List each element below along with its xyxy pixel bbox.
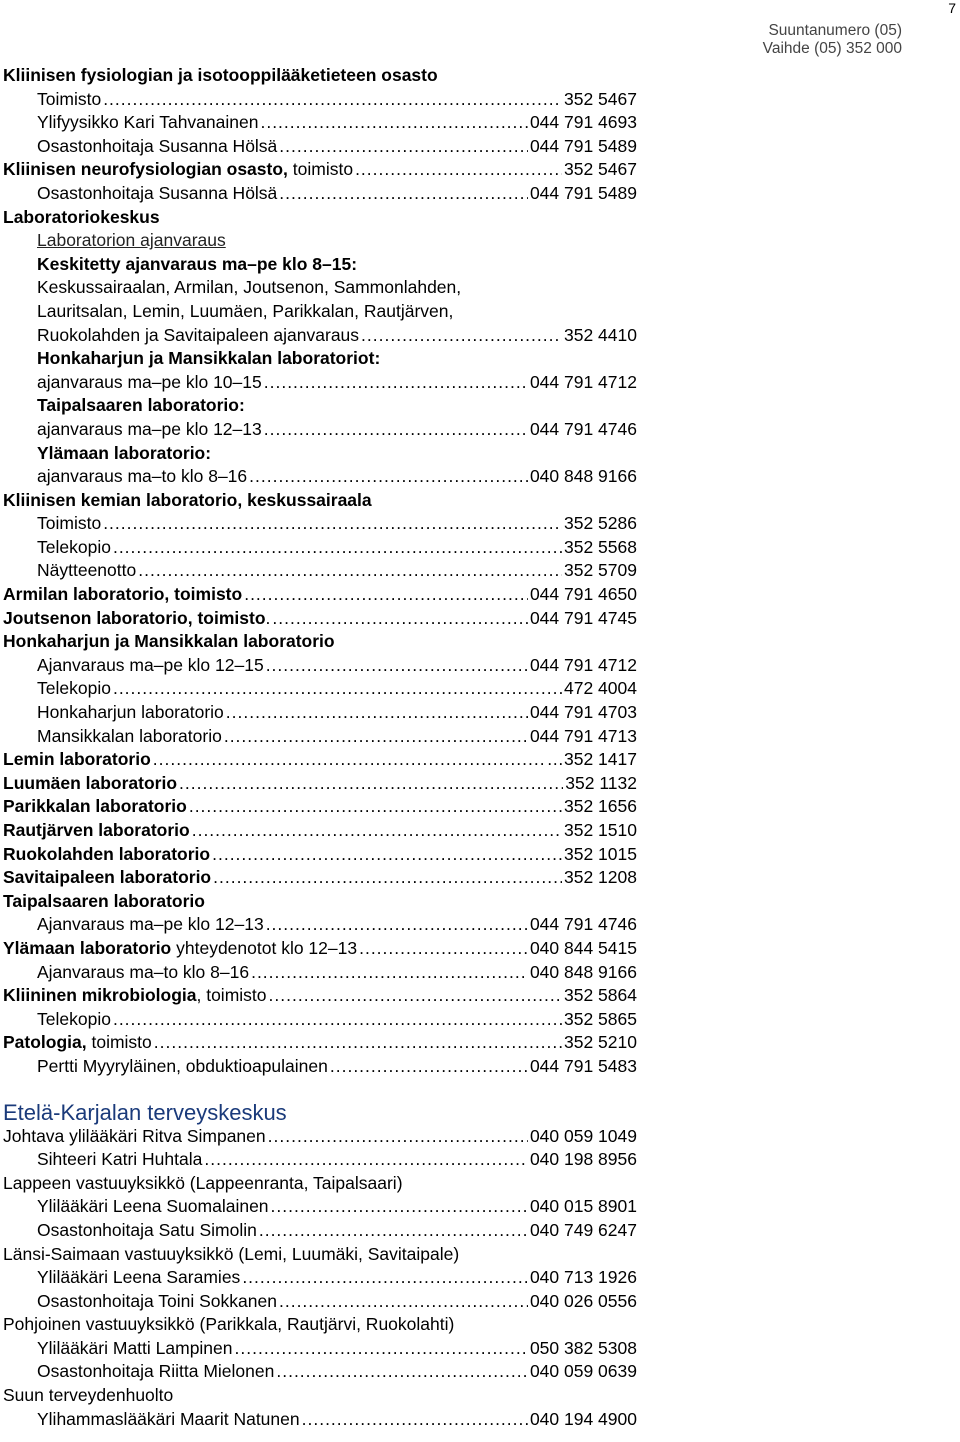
directory-entry [3, 111, 637, 135]
entry-label [37, 1219, 257, 1243]
dot-leader [154, 1031, 562, 1055]
sub-heading-text: Honkaharjun ja Mansikkalan laboratoriot: [37, 348, 381, 369]
sub-heading [3, 394, 637, 418]
entry-label [37, 536, 111, 560]
entry-label [37, 88, 101, 112]
entry-description: ajanvaraus ma–pe klo 10–15 [37, 371, 262, 392]
entry-label [37, 961, 249, 985]
entry-label [37, 1148, 202, 1172]
phone-number: 352 5467 [564, 159, 637, 180]
sub-heading-text: Ylämaan laboratorio: [37, 442, 212, 463]
entry-description: Ylilääkäri Leena Saramies [37, 1267, 241, 1288]
phone-number: 040 848 9166 [529, 961, 637, 982]
section-heading [3, 890, 637, 914]
dot-leader [268, 1125, 528, 1149]
directory-entry [3, 135, 637, 159]
directory-entry [3, 1360, 637, 1384]
entry-description: Sihteeri Katri Huhtala [37, 1149, 203, 1170]
phone-number: 044 791 5483 [529, 1055, 637, 1076]
entry-label [37, 559, 136, 583]
phone-number: 044 791 4703 [529, 702, 637, 723]
dot-leader [179, 772, 563, 796]
entry-description: Ajanvaraus ma–pe klo 12–15 [37, 654, 264, 675]
dot-leader [212, 843, 562, 867]
phone-number: 352 5864 [564, 985, 637, 1006]
directory-entry [3, 88, 637, 112]
entry-description: Osastonhoitaja Susanna Hölsä [37, 182, 278, 203]
dot-leader [264, 418, 528, 442]
directory-entry [3, 536, 637, 560]
phone-number: 044 791 4746 [529, 418, 637, 439]
directory-entry [3, 961, 637, 985]
entry-description: Osastonhoitaja Riitta Mielonen [37, 1361, 275, 1382]
section-heading [3, 64, 637, 88]
entry-label [3, 583, 242, 607]
heading-text: Laboratoriokeskus [3, 206, 160, 227]
directory-entry [3, 182, 637, 206]
entry-description: Osastonhoitaja Satu Simolin [37, 1219, 257, 1240]
dot-leader [279, 135, 528, 159]
dot-leader [330, 1055, 528, 1079]
phone-number: 044 791 5489 [529, 182, 637, 203]
entry-label [3, 843, 210, 867]
directory-entry [3, 465, 637, 489]
directory-entry [3, 1408, 637, 1432]
directory-entry [3, 1125, 637, 1149]
text-line-content: Pohjoinen vastuuyksikkö (Parikkala, Rautjärvi, Ruokolahti) [3, 1314, 455, 1335]
directory-entry [3, 866, 637, 890]
dot-leader [266, 913, 528, 937]
entry-description: Telekopio [37, 678, 111, 699]
phone-number: …352 1417 [546, 749, 637, 770]
directory-entry [3, 1008, 637, 1032]
entry-label [3, 772, 177, 796]
entry-description: Pertti Myyryläinen, obduktioapulainen [37, 1055, 328, 1076]
entry-description: ajanvaraus ma–to klo 8–16 [37, 466, 248, 487]
entry-description: Ajanvaraus ma–pe klo 12–13 [37, 914, 264, 935]
page-header [763, 22, 902, 58]
entry-label [3, 984, 267, 1008]
phone-number: 040 059 0639 [529, 1361, 637, 1382]
directory-entry [3, 1290, 637, 1314]
entry-description: Ylilääkäri Leena Suomalainen [37, 1196, 269, 1217]
section-heading [3, 630, 637, 654]
entry-unit-name: Rautjärven laboratorio [3, 820, 190, 840]
entry-label [3, 607, 270, 631]
dot-leader [242, 1266, 528, 1290]
dot-leader [272, 607, 528, 631]
entry-label [37, 654, 264, 678]
text-line [3, 300, 637, 324]
directory-entry [3, 583, 637, 607]
section-heading [3, 489, 637, 513]
entry-description: Toimisto [37, 88, 102, 109]
phone-number: 044 791 4745 [529, 607, 637, 628]
entry-unit-name: Ruokolahden laboratorio [3, 843, 211, 864]
directory-entry [3, 158, 637, 182]
dot-leader [235, 1337, 528, 1361]
entry-description: Osastonhoitaja Susanna Hölsä [37, 135, 278, 156]
organization-title-text: Etelä-Karjalan terveyskeskus [3, 1099, 287, 1125]
entry-label [3, 795, 187, 819]
heading-text: Honkaharjun ja Mansikkalan laboratorio [3, 631, 335, 652]
text-line-content: Keskussairaalan, Armilan, Joutsenon, Sammonlahden, [37, 277, 462, 298]
entry-label [3, 937, 357, 961]
section-heading [3, 206, 637, 230]
phone-number: 044 791 4746 [529, 914, 637, 935]
entry-unit-name: Lemin laboratorio [3, 749, 151, 770]
entry-label [37, 111, 258, 135]
entry-description: Telekopio [37, 1008, 111, 1029]
organization-title [3, 1093, 637, 1125]
phone-number: 352 1510 [564, 820, 637, 840]
phone-number: 352 1656 [564, 796, 637, 817]
text-line [3, 276, 637, 300]
entry-label [37, 182, 277, 206]
directory-entry [3, 677, 637, 701]
entry-description: Telekopio [37, 536, 111, 557]
entry-label [37, 913, 264, 937]
phone-number: 040 026 0556 [529, 1290, 637, 1311]
entry-description: Ruokolahden ja Savitaipaleen ajanvaraus [37, 324, 360, 345]
entry-label [37, 418, 262, 442]
phone-number: 352 1015 [564, 843, 637, 864]
phone-number: 352 5865 [564, 1008, 637, 1029]
dot-leader [359, 937, 528, 961]
phone-number: 044 791 4693 [529, 112, 637, 133]
entry-label [3, 1125, 266, 1149]
dot-leader [189, 795, 562, 819]
sub-heading [3, 347, 637, 371]
entry-unit-name: Patologia, [3, 1032, 87, 1053]
entry-label [37, 465, 247, 489]
phone-number: 472 4004 [564, 678, 637, 699]
phone-number: 352 5568 [564, 536, 637, 557]
phone-number: 040 194 4900 [529, 1408, 637, 1429]
entry-description: Toimisto [37, 513, 102, 534]
directory-entry [3, 1148, 637, 1172]
directory-entry [3, 654, 637, 678]
entry-label [37, 135, 277, 159]
heading-text: Kliinisen kemian laboratorio, keskussairaala [3, 489, 372, 510]
entry-label [37, 371, 262, 395]
phone-number: 040 059 1049 [529, 1125, 637, 1146]
entry-unit-name: Joutsenon laboratorio, toimisto [3, 607, 266, 628]
entry-label [37, 677, 111, 701]
entry-label [37, 1195, 269, 1219]
entry-unit-name: Parikkalan laboratorio [3, 796, 187, 817]
dot-leader [103, 88, 562, 112]
directory-entry [3, 1055, 637, 1079]
phone-number: 044 791 4712 [529, 654, 637, 675]
phone-number: 352 5709 [564, 560, 637, 581]
dot-leader [355, 158, 562, 182]
directory-entry [3, 913, 637, 937]
entry-label [37, 1408, 300, 1432]
phone-number: 352 1132 [565, 772, 637, 793]
area-code: Suuntanumero (05) [768, 22, 902, 39]
phone-number: 352 5286 [564, 513, 637, 534]
dot-leader [276, 1360, 528, 1384]
phone-directory [3, 64, 637, 1431]
sub-heading [3, 442, 637, 466]
dot-leader [260, 111, 527, 135]
text-line [3, 1243, 637, 1267]
entry-description: Mansikkalan laboratorio [37, 725, 222, 746]
directory-entry [3, 371, 637, 395]
entry-unit-name: Savitaipaleen laboratorio [3, 867, 212, 888]
dot-leader [361, 324, 562, 348]
entry-label [37, 1290, 277, 1314]
dot-leader [103, 512, 562, 536]
text-line-content: Länsi-Saimaan vastuuyksikkö (Lemi, Luumäki, Savitaipale) [3, 1243, 460, 1264]
dot-leader [279, 182, 528, 206]
entry-description: Osastonhoitaja Toini Sokkanen [37, 1290, 277, 1311]
directory-entry [3, 512, 637, 536]
directory-entry [3, 559, 637, 583]
entry-description: Honkaharjun laboratorio [37, 702, 224, 723]
sub-heading-text: Taipalsaaren laboratorio: [37, 395, 245, 416]
directory-entry [3, 772, 637, 796]
entry-label [3, 748, 151, 772]
entry-description: . [265, 607, 271, 628]
entry-label [37, 1337, 233, 1361]
directory-entry [3, 843, 637, 867]
phone-number: 044 791 4650 [529, 584, 637, 605]
page-number: 7 [948, 0, 956, 16]
text-line [3, 1172, 637, 1196]
entry-unit-name: Kliininen mikrobiologia [3, 985, 197, 1006]
dot-leader [249, 465, 528, 489]
entry-label [37, 512, 101, 536]
entry-description: Johtava ylilääkäri Ritva Simpanen [3, 1125, 266, 1146]
dot-leader [113, 677, 562, 701]
dot-leader [266, 654, 528, 678]
directory-entry [3, 725, 637, 749]
dot-leader [244, 583, 528, 607]
directory-entry [3, 795, 637, 819]
phone-number: 044 791 5489 [529, 135, 637, 156]
directory-entry [3, 1266, 637, 1290]
directory-entry [3, 418, 637, 442]
dot-leader [259, 1219, 528, 1243]
entry-description: , toimisto [196, 985, 267, 1006]
dot-leader [138, 559, 562, 583]
entry-label [37, 1360, 274, 1384]
entry-label [3, 866, 211, 890]
dot-leader [269, 984, 562, 1008]
phone-number: 352 4410 [564, 324, 637, 345]
entry-label [3, 1031, 152, 1055]
directory-entry [3, 748, 637, 772]
phone-number: 040 749 6247 [529, 1219, 637, 1240]
sub-heading [3, 253, 637, 277]
switchboard-number: Vaihde (05) 352 000 [762, 40, 902, 57]
heading-text: Taipalsaaren laboratorio [3, 890, 205, 911]
entry-description: ajanvaraus ma–pe klo 12–13 [37, 418, 262, 439]
dot-leader [251, 961, 528, 985]
entry-description: yhteydenotot klo 12–13 [171, 937, 358, 958]
entry-unit-name: Armilan laboratorio, toimisto [3, 584, 243, 605]
directory-entry [3, 1219, 637, 1243]
appointment-link[interactable]: Laboratorion ajanvaraus [37, 230, 226, 251]
phone-number: 044 791 4713 [529, 725, 637, 746]
directory-entry [3, 324, 637, 348]
dot-leader [271, 1195, 528, 1219]
directory-entry [3, 937, 637, 961]
dot-leader [153, 748, 545, 772]
phone-number: 040 198 8956 [529, 1149, 637, 1170]
phone-number: 044 791 4712 [529, 371, 637, 392]
entry-label [37, 701, 224, 725]
text-line-content: Suun terveydenhuolto [3, 1385, 174, 1406]
phone-number: 050 382 5308 [529, 1337, 637, 1358]
directory-entry [3, 607, 637, 631]
directory-entry [3, 1337, 637, 1361]
phone-number: 352 5467 [564, 88, 637, 109]
text-line-content: Lappeen vastuuyksikkö (Lappeenranta, Taipalsaari) [3, 1172, 403, 1193]
phone-number: 040 848 9166 [529, 466, 637, 487]
phone-number: 040 015 8901 [529, 1196, 637, 1217]
entry-description: Ylilääkäri Matti Lampinen [37, 1337, 233, 1358]
phone-number: 352 5210 [564, 1032, 637, 1053]
dot-leader [192, 819, 562, 843]
sub-heading-text: Keskitetty ajanvaraus ma–pe klo 8–15: [37, 253, 358, 274]
entry-label [37, 324, 359, 348]
entry-label [37, 1055, 328, 1079]
phone-number: 040 713 1926 [529, 1267, 637, 1288]
entry-label [3, 819, 190, 843]
entry-label [37, 1008, 111, 1032]
directory-entry [3, 1195, 637, 1219]
entry-label [37, 1266, 240, 1290]
directory-entry [3, 701, 637, 725]
directory-entry [3, 819, 637, 843]
text-line [3, 1384, 637, 1408]
dot-leader [204, 1148, 528, 1172]
directory-entry [3, 1031, 637, 1055]
directory-entry [3, 984, 637, 1008]
entry-description: Ylihammaslääkäri Maarit Natunen [37, 1408, 300, 1429]
entry-description: Näytteenotto [37, 560, 137, 581]
entry-label [37, 725, 222, 749]
phone-number: 040 844 5415 [529, 937, 637, 958]
dot-leader [264, 371, 528, 395]
dot-leader [302, 1408, 528, 1432]
entry-unit-name: Kliinisen neurofysiologian osasto, [3, 159, 288, 180]
entry-description: Ajanvaraus ma–to klo 8–16 [37, 961, 250, 982]
entry-unit-name: Luumäen laboratorio [3, 772, 178, 793]
dot-leader [113, 536, 562, 560]
appointment-link-row [3, 229, 637, 253]
dot-leader [224, 725, 528, 749]
phone-number: 352 1208 [564, 867, 637, 888]
entry-description: toimisto [86, 1032, 152, 1053]
heading-text: Kliinisen fysiologian ja isotooppilääketieteen osasto [3, 65, 438, 85]
text-line [3, 1313, 637, 1337]
text-line-content: Lauritsalan, Lemin, Luumäen, Parikkalan, Rautjärven, [37, 300, 454, 321]
entry-description: toimisto [287, 159, 354, 180]
dot-leader [279, 1290, 528, 1314]
dot-leader [213, 866, 562, 890]
dot-leader [226, 701, 528, 725]
entry-label [3, 158, 353, 182]
entry-unit-name: Ylämaan laboratorio [3, 937, 172, 958]
entry-description: Ylifyysikko Kari Tahvanainen [37, 112, 259, 133]
dot-leader [113, 1008, 562, 1032]
